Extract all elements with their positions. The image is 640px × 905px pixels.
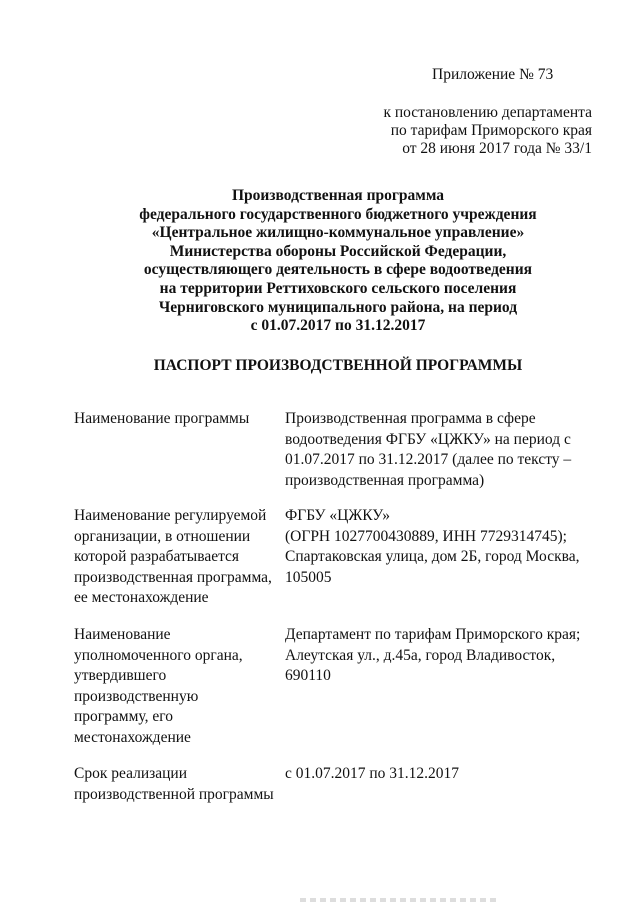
row-value — [285, 506, 605, 588]
value-line: ФГБУ «ЦЖКУ» — [285, 507, 391, 524]
label-line: производственной программы — [74, 785, 274, 803]
label-line: производственную — [74, 687, 199, 705]
row-label — [74, 764, 279, 805]
program-title — [0, 187, 640, 336]
value-line: производственная программа) — [285, 471, 485, 489]
program-title-line: федерального государственного бюджетного учреждения — [139, 205, 537, 223]
label-line: ее местонахождение — [74, 589, 209, 606]
value-line: 105005 — [285, 568, 332, 586]
value-line: водоотведения ФГБУ «ЦЖКУ» на период с — [285, 430, 571, 448]
value-line: 01.07.2017 по 31.12.2017 (далее по тексту – — [285, 451, 572, 468]
scan-artifact — [300, 898, 500, 902]
label-line: уполномоченного органа, — [74, 646, 243, 664]
label-line: Срок реализации — [74, 765, 187, 782]
label-line: Наименование программы — [74, 410, 250, 427]
row-value — [285, 409, 605, 491]
row-label — [74, 506, 279, 609]
program-title-line: «Центральное жилищно-коммунальное управление» — [151, 224, 525, 242]
program-title-line: Черниговского муниципального района, на период — [158, 298, 518, 316]
program-title-line: Производственная программа — [231, 187, 445, 204]
row-label — [74, 409, 279, 430]
value-line: Алеутская ул., д.45а, город Владивосток, — [285, 646, 556, 664]
program-title-line: осуществляющего деятельность в сфере водоотведения — [143, 261, 533, 279]
value-line: Производственная программа в сфере — [285, 410, 536, 427]
decree-line: по тарифам Приморского края — [390, 122, 592, 139]
label-line: Наименование регулируемой — [74, 507, 267, 524]
decree-reference — [383, 104, 592, 158]
label-line: местонахождение — [74, 728, 191, 746]
program-title-line: на территории Реттиховского сельского поселения — [159, 279, 517, 297]
program-title-line: Министерства обороны Российской Федерации, — [169, 242, 507, 260]
appendix-number: Приложение № 73 — [432, 66, 554, 83]
row-value — [285, 764, 605, 785]
label-line: программу, его — [74, 708, 173, 725]
passport-title: ПАСПОРТ ПРОИЗВОДСТВЕННОЙ ПРОГРАММЫ — [153, 357, 523, 374]
row-label — [74, 625, 279, 748]
value-line: Спартаковская улица, дом 2Б, город Москва, — [285, 548, 580, 565]
label-line: которой разрабатывается — [74, 548, 240, 565]
value-line: 690110 — [285, 667, 331, 684]
label-line: производственная программа, — [74, 568, 272, 586]
label-line: Наименование — [74, 626, 171, 643]
value-line: (ОГРН 1027700430889, ИНН 7729314745); — [285, 527, 567, 545]
value-line: Департамент по тарифам Приморского края; — [285, 626, 581, 643]
row-value — [285, 625, 605, 687]
value-line: с 01.07.2017 по 31.12.2017 — [285, 765, 460, 782]
decree-line: к постановлению департамента — [383, 104, 592, 121]
program-title-line: с 01.07.2017 по 31.12.2017 — [250, 317, 426, 335]
label-line: утвердившего — [74, 667, 167, 684]
label-line: организации, в отношении — [74, 527, 251, 545]
decree-line: от 28 июня 2017 года № 33/1 — [402, 140, 592, 157]
